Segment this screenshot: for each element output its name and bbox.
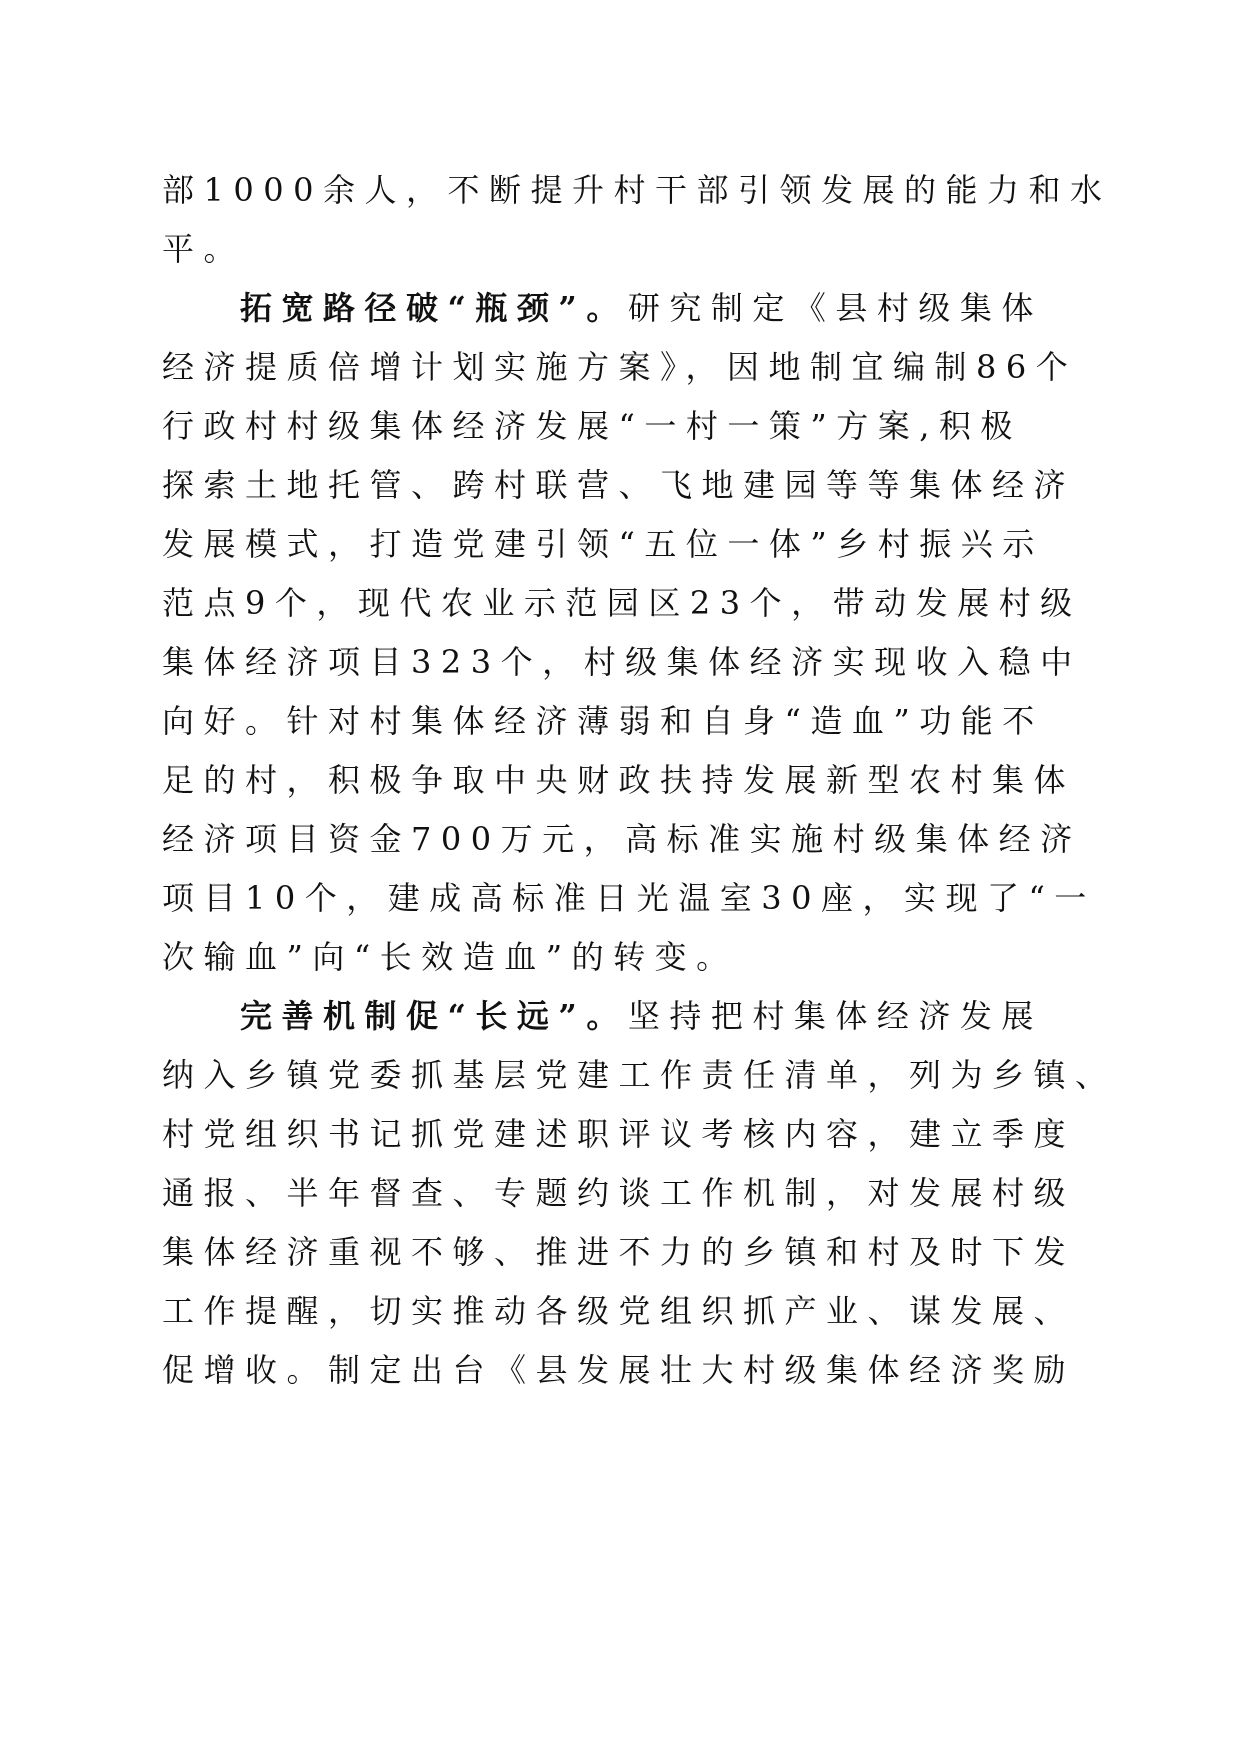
text-line — [162, 1281, 1076, 1341]
text-line — [162, 573, 1082, 633]
text-line — [162, 1163, 1076, 1223]
text-segment: 坚持把村集体经济发展 — [627, 997, 1043, 1035]
text-segment: 发展模式，打造党建引领“五位一体”乡村振兴示 — [162, 525, 1044, 563]
text-line — [162, 514, 1062, 574]
text-segment: 集体经济项目323个，村级集体经济实现收入稳中 — [162, 643, 1082, 681]
text-segment: 通报、半年督查、专题约谈工作机制，对发展村级 — [162, 1174, 1076, 1212]
text-segment: 次输血”向“长效造血”的转变。 — [162, 938, 738, 976]
text-segment: 村党组织书记抓党建述职评议考核内容，建立季度 — [162, 1115, 1076, 1153]
paragraph-heading: 完善机制促“长远”。 — [240, 997, 628, 1035]
text-segment: 研究制定《县村级集体 — [627, 289, 1043, 327]
text-line — [162, 632, 1082, 692]
text-segment: 范点9个，现代农业示范园区23个，带动发展村级 — [162, 584, 1082, 622]
text-segment: 经济提质倍增计划实施方案》，因地制宜编制86个 — [162, 348, 1078, 386]
text-line — [162, 1104, 1076, 1164]
text-line — [162, 160, 1112, 220]
text-line — [162, 1222, 1076, 1282]
text-segment: 足的村，积极争取中央财政扶持发展新型农村集体 — [162, 761, 1076, 799]
text-line — [162, 219, 1062, 279]
text-segment: 部1000余人，不断提升村干部引领发展的能力和水 — [162, 171, 1112, 209]
text-line — [240, 278, 1140, 338]
text-segment: 项目10个，建成高标准日光温室30座，实现了“一 — [162, 879, 1096, 917]
text-line — [162, 1045, 1117, 1105]
text-line — [162, 1340, 1076, 1400]
text-line — [162, 809, 1082, 869]
text-segment: 促增收。制定出台《县发展壮大村级集体经济奖励 — [162, 1351, 1076, 1389]
text-segment: 纳入乡镇党委抓基层党建工作责任清单，列为乡镇、 — [162, 1056, 1117, 1094]
text-line — [162, 691, 1062, 751]
text-segment: 探索土地托管、跨村联营、飞地建园等等集体经济 — [162, 466, 1076, 504]
text-line — [240, 986, 1140, 1046]
text-line — [162, 337, 1078, 397]
text-line — [162, 750, 1076, 810]
text-segment: 经济项目资金700万元，高标准实施村级集体经济 — [162, 820, 1082, 858]
text-segment: 行政村村级集体经济发展“一村一策”方案,积极 — [162, 407, 1022, 445]
text-segment: 向好。针对村集体经济薄弱和自身“造血”功能不 — [162, 702, 1044, 740]
paragraph-heading: 拓宽路径破“瓶颈”。 — [240, 289, 628, 327]
text-line — [162, 455, 1076, 515]
text-line — [162, 868, 1096, 928]
text-line — [162, 927, 1062, 987]
text-segment: 工作提醒，切实推动各级党组织抓产业、谋发展、 — [162, 1292, 1076, 1330]
text-line — [162, 396, 1062, 456]
text-segment: 集体经济重视不够、推进不力的乡镇和村及时下发 — [162, 1233, 1076, 1271]
text-segment: 平。 — [162, 230, 246, 268]
